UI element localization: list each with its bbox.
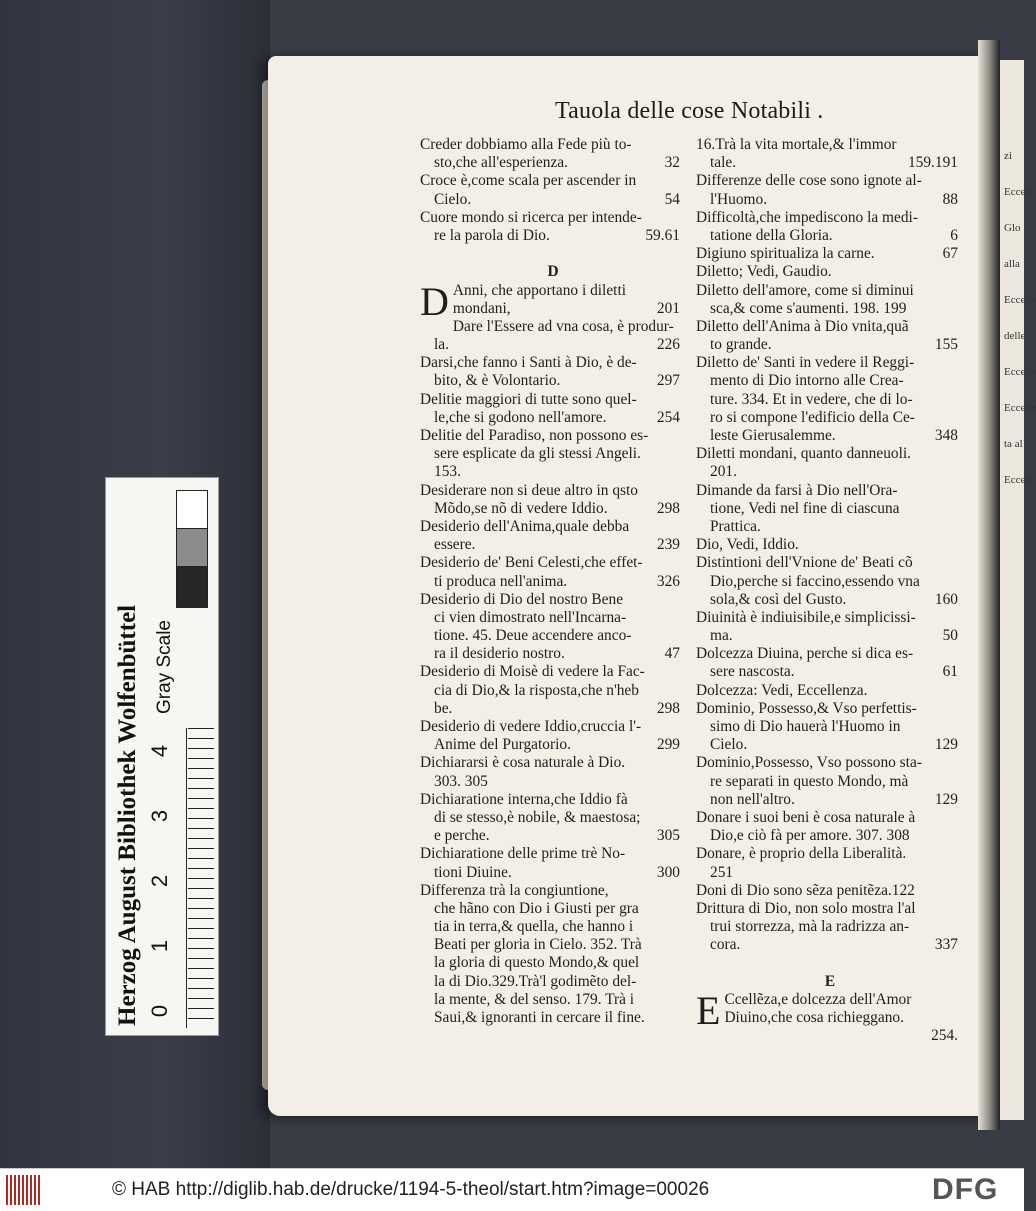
entry-text: Drittura di Dio, non solo mostra l'al — [696, 899, 916, 917]
index-entry-line — [696, 409, 964, 427]
black-swatch — [176, 566, 208, 608]
entry-text: Saui,& ignoranti in cercare il fine. — [434, 1009, 645, 1026]
adjacent-page-fragment: Eccelle — [1004, 402, 1036, 414]
page-reference: 348 — [934, 427, 958, 444]
drop-cap: E — [696, 987, 721, 1033]
index-entry-line — [696, 645, 964, 663]
institution-label: Herzog August Bibliothek Wolfenbüttel — [114, 604, 141, 1026]
index-entry-line — [696, 245, 964, 263]
index-entry-line — [420, 973, 686, 991]
entry-text: tione, Vedi nel fine di ciascuna — [710, 499, 900, 517]
entry-text: leste Gierusalemme. — [710, 427, 836, 444]
index-entry-line — [696, 936, 964, 954]
index-entry-line — [420, 500, 686, 518]
entry-text: Diuinità è indiuisibile,e simplicissi- — [696, 608, 916, 626]
page-reference: 88 — [942, 190, 958, 208]
entry-text: sca,& come s'aumenti. 198. 199 — [710, 299, 907, 317]
page-reference: 47 — [664, 645, 680, 663]
index-entry-line — [420, 354, 686, 372]
entry-text: la mente, & del senso. 179. Trà i — [434, 990, 635, 1008]
index-entry-line — [420, 227, 686, 245]
index-entry-line — [696, 227, 964, 245]
index-column-left — [420, 136, 686, 1027]
index-entry-line — [420, 154, 686, 172]
ruler-ticks — [188, 728, 214, 1028]
drop-cap: D — [420, 278, 449, 324]
index-entry-line — [420, 954, 686, 972]
index-entry-line — [420, 336, 686, 354]
index-entry-line — [696, 700, 964, 718]
entry-text: la. — [434, 336, 449, 354]
index-entry-line — [696, 482, 964, 500]
entry-text: bito, & è Volontario. — [434, 372, 561, 390]
index-entry-line — [420, 1009, 686, 1027]
page-reference: 32 — [664, 154, 680, 172]
entry-text: tatione della Gloria. — [710, 226, 833, 244]
page-reference: 201 — [656, 299, 680, 317]
index-entry-line — [696, 809, 964, 827]
dfg-logo[interactable]: DFG — [932, 1173, 999, 1206]
index-entry-line — [696, 554, 964, 572]
entry-text: Creder dobbiamo alla Fede più to- — [420, 136, 632, 153]
index-entry-line — [696, 300, 964, 318]
entry-text: mento di Dio intorno alle Crea- — [710, 372, 904, 390]
index-entry-line — [420, 918, 686, 936]
page-reference: 67 — [942, 245, 958, 263]
entry-text: Croce è,come scala per ascender in — [420, 172, 637, 190]
entry-text: trui storrezza, mà la radrizza an- — [710, 918, 910, 936]
index-entry-line — [696, 1009, 964, 1027]
entry-text: Diletto dell'amore, come si diminui — [696, 281, 914, 299]
entry-text: tale. — [710, 154, 737, 172]
index-entry-line — [420, 482, 686, 500]
scale-number: 1 — [147, 939, 172, 953]
index-entry-line — [420, 518, 686, 536]
index-entry-line — [696, 282, 964, 300]
entry-text: sere esplicate da gli stessi Angeli. — [434, 445, 641, 463]
index-entry-line — [420, 463, 686, 481]
page-reference: 160 — [934, 590, 958, 608]
white-swatch — [176, 490, 208, 530]
index-entry-line — [420, 209, 686, 227]
adjacent-page-fragment: Eccell — [1004, 186, 1032, 198]
entry-text: Desiderare non si deue altro in qsto — [420, 481, 638, 499]
entry-text: to grande. — [710, 336, 772, 354]
index-entry-line — [420, 536, 686, 554]
entry-text: cia di Dio,& la risposta,che n'heb — [434, 681, 639, 699]
index-entry-line — [420, 736, 686, 754]
index-entry-line — [696, 427, 964, 445]
entry-text: D — [547, 263, 559, 281]
entry-text: sere nascosta. — [710, 663, 795, 681]
page-reference: 159.191 — [907, 154, 958, 172]
page-reference: 129 — [934, 790, 958, 808]
index-entry-line — [696, 336, 964, 354]
entry-text: E — [824, 972, 836, 990]
page-header: Tauola delle cose Notabili . — [555, 98, 824, 124]
entry-text: Differenze delle cose sono ignote al- — [696, 172, 922, 190]
index-entry-line — [420, 409, 686, 427]
entry-text: Dio, Vedi, Iddio. — [696, 536, 799, 554]
entry-text: 16.Trà la vita mortale,& l'immor — [696, 136, 897, 153]
entry-text: sola,& così del Gusto. — [710, 590, 847, 608]
page-reference: 61 — [942, 663, 958, 681]
index-entry-line — [696, 154, 964, 172]
index-entry-line — [420, 991, 686, 1009]
entry-text: la gloria di questo Mondo,& quel — [434, 954, 640, 972]
entry-text: Desiderio de' Beni Celesti,che effet- — [420, 554, 643, 572]
entry-text: 303. 305 — [434, 772, 488, 790]
entry-text: Distintioni dell'Vnione de' Beati cõ — [696, 554, 913, 572]
index-entry-line — [696, 773, 964, 791]
scale-number: 3 — [147, 809, 172, 823]
index-entry-line — [420, 573, 686, 591]
entry-text: re separati in questo Mondo, mà — [710, 772, 909, 790]
index-entry-line — [420, 791, 686, 809]
scale-number: 2 — [147, 874, 172, 888]
entry-text: ro si compone l'edificio della Ce- — [710, 408, 915, 426]
gray-scale-label: Gray Scale — [154, 620, 175, 714]
index-entry-line — [420, 663, 686, 681]
index-entry-line — [420, 682, 686, 700]
entry-text: Donare i suoi beni è cosa naturale à — [696, 808, 916, 826]
index-entry-line — [696, 136, 964, 154]
index-entry-line — [696, 736, 964, 754]
index-entry-line — [696, 263, 964, 281]
adjacent-page-fragment: Eccelle — [1004, 366, 1036, 378]
index-entry-line — [696, 391, 964, 409]
index-entry-line — [696, 718, 964, 736]
entry-text: l'Huomo. — [710, 190, 768, 208]
index-entry-line — [420, 845, 686, 863]
entry-text: essere. — [434, 536, 476, 554]
entry-text: Ccellẽza,e dolcezza dell'Amor — [724, 990, 912, 1008]
copyright-link[interactable]: © HAB http://diglib.hab.de/drucke/1194-5-theol/start.htm?image=00026 — [112, 1179, 710, 1200]
entry-text: Desiderio dell'Anima,quale debba — [420, 517, 630, 535]
entry-text: Delitie maggiori di tutte sono quel- — [420, 390, 637, 408]
page-reference: 298 — [656, 699, 680, 717]
index-entry-line — [696, 372, 964, 390]
entry-text: Anni, che apportano i diletti — [452, 281, 626, 299]
entry-text: Diuino,che cosa richieggano. — [724, 1009, 904, 1026]
entry-text: ture. 334. Et in vedere, che di lo- — [710, 390, 913, 408]
entry-text: ra il desiderio nostro. — [434, 645, 565, 663]
index-entry-line — [420, 136, 686, 154]
entry-text: 153. — [434, 463, 461, 481]
page-reference: 300 — [656, 863, 680, 881]
page-reference: 297 — [656, 372, 680, 390]
index-entry-line — [420, 864, 686, 882]
entry-text: re la parola di Dio. — [434, 226, 550, 244]
index-entry-line — [696, 918, 964, 936]
index-entry-line — [420, 827, 686, 845]
page-reference: 239 — [656, 536, 680, 554]
entry-text: 201. — [710, 463, 737, 481]
adjacent-page-fragment: Eccelle — [1004, 294, 1036, 306]
entry-text: Donare, è proprio della Liberalità. — [696, 845, 907, 863]
index-entry-line — [420, 554, 686, 572]
entry-text: e perche. — [434, 827, 490, 845]
entry-text: Anime del Purgatorio. — [434, 736, 571, 754]
index-entry-line — [696, 463, 964, 481]
index-entry-line — [696, 882, 964, 900]
page-reference: 6 — [950, 226, 958, 244]
entry-text: mondani, — [452, 299, 511, 317]
entry-text: Dare l'Essere ad vna cosa, è produr- — [452, 317, 674, 335]
index-entry-line — [696, 172, 964, 190]
entry-text: ci vien dimostrato nell'Incarna- — [434, 608, 627, 626]
index-entry-line — [696, 536, 964, 554]
page-reference: 254. — [931, 1027, 958, 1045]
index-entry-line — [696, 791, 964, 809]
entry-text: Diletto de' Santi in vedere il Reggi- — [696, 354, 915, 372]
adjacent-page-fragment: delle — [1004, 330, 1026, 342]
page-reference: 298 — [656, 499, 680, 517]
index-entry-line — [420, 645, 686, 663]
entry-text: Differenza trà la congiuntione, — [420, 881, 609, 899]
index-entry-line — [696, 954, 964, 972]
index-entry-line — [696, 845, 964, 863]
index-entry-line — [420, 591, 686, 609]
entry-text: tione. 45. Deue accendere anco- — [434, 627, 632, 645]
index-entry-line — [420, 172, 686, 190]
adjacent-page-fragment: alla — [1004, 258, 1020, 270]
entry-text: Prattica. — [710, 517, 761, 535]
index-entry-line — [420, 445, 686, 463]
adjacent-page — [1000, 60, 1036, 1120]
entry-text: che hãno con Dio i Giusti per gra — [434, 899, 639, 917]
entry-text: Desiderio di Dio del nostro Bene — [420, 590, 624, 608]
index-entry-line — [420, 372, 686, 390]
entry-text: Diletto dell'Anima à Dio vnita,quã — [696, 317, 909, 335]
entry-text: Beati per gloria in Cielo. 352. Trà — [434, 936, 642, 954]
entry-text: Diletto; Vedi, Gaudio. — [696, 263, 832, 281]
gray-swatch — [176, 528, 208, 568]
index-entry-line — [696, 682, 964, 700]
entry-text: Dichiaratione delle prime trè No- — [420, 845, 626, 863]
index-entry-line — [696, 827, 964, 845]
index-entry-line — [420, 300, 686, 318]
footer-bar — [0, 1168, 1024, 1211]
index-entry-line — [420, 318, 686, 336]
entry-text: Desiderio di vedere Iddio,cruccia l'- — [420, 718, 642, 735]
index-entry-line — [696, 209, 964, 227]
entry-text: Cielo. — [710, 736, 748, 754]
entry-text: Mõdo,se nõ di vedere Iddio. — [434, 499, 608, 517]
index-entry-line — [420, 191, 686, 209]
adjacent-page-fragment: Glo — [1004, 222, 1021, 234]
entry-text: di se stesso,è nobile, & maestosa; — [434, 808, 641, 826]
index-entry-line — [420, 609, 686, 627]
index-column-right — [696, 136, 964, 1045]
entry-text: tioni Diuine. — [434, 863, 512, 881]
index-entry-line — [696, 445, 964, 463]
entry-text: Dichiaratione interna,che Iddio fà — [420, 790, 628, 808]
index-entry-line — [696, 573, 964, 591]
entry-text: Desiderio di Moisè di vedere la Fac- — [420, 663, 645, 681]
entry-text: Darsi,che fanno i Santi à Dio, è de- — [420, 354, 637, 372]
entry-text: ti produca nell'anima. — [434, 572, 568, 590]
page-reference: 254 — [656, 408, 680, 426]
entry-text: Digiuno spiritualiza la carne. — [696, 245, 875, 263]
index-entry-line — [696, 518, 964, 536]
entry-text: Doni di Dio sono sẽza penitẽza.122 — [696, 881, 915, 899]
entry-text: Delitie del Paradiso, non possono es- — [420, 427, 649, 444]
entry-text: Dichiararsi è cosa naturale à Dio. — [420, 754, 626, 772]
hab-logo-icon[interactable] — [6, 1175, 40, 1205]
entry-text: Dominio, Possesso,& Vso perfettis- — [696, 699, 917, 717]
book-gutter — [978, 40, 1000, 1130]
index-entry-line — [696, 864, 964, 882]
entry-text: Cielo. — [434, 190, 472, 208]
page-reference: 337 — [934, 936, 958, 954]
page-reference: 299 — [656, 736, 680, 754]
index-entry-line — [420, 718, 686, 736]
page-reference: 305 — [656, 827, 680, 845]
entry-text: 251 — [710, 863, 734, 881]
entry-text: le,che si godono nell'amore. — [434, 408, 607, 426]
ruler-baseline — [186, 728, 187, 1028]
adjacent-page-fragment: Eccell — [1004, 474, 1032, 486]
page-reference: 129 — [934, 736, 958, 754]
entry-text: Dolcezza Diuina, perche si dica es- — [696, 645, 914, 663]
index-entry-line — [420, 391, 686, 409]
entry-text: cora. — [710, 936, 741, 954]
index-entry-line — [420, 627, 686, 645]
scale-number: 4 — [147, 744, 172, 758]
index-entry-line — [420, 427, 686, 445]
index-entry-line — [420, 773, 686, 791]
entry-text: non nell'altro. — [710, 790, 795, 808]
page-reference: 54 — [664, 190, 680, 208]
entry-text: Dimande da farsi à Dio nell'Ora- — [696, 481, 898, 499]
entry-text: Dio,e ciò fà per amore. 307. 308 — [710, 827, 910, 845]
scale-numbers — [147, 728, 184, 1028]
index-entry-line — [420, 700, 686, 718]
adjacent-page-fragment: zi — [1004, 150, 1012, 162]
entry-text: tia in terra,& quella, che hanno i — [434, 918, 634, 936]
section-letter — [696, 973, 964, 991]
entry-text: be. — [434, 699, 453, 717]
index-entry-line — [696, 663, 964, 681]
index-entry-line — [696, 318, 964, 336]
entry-text: Dominio,Possesso, Vso possono sta- — [696, 754, 922, 772]
entry-text: Cuore mondo si ricerca per intende- — [420, 208, 642, 226]
entry-text: Dolcezza: Vedi, Eccellenza. — [696, 681, 868, 699]
adjacent-page-fragment: ta al — [1004, 438, 1023, 450]
index-entry-line — [696, 354, 964, 372]
index-entry-line — [696, 1027, 964, 1045]
index-entry-line — [420, 936, 686, 954]
entry-text: Difficoltà,che impediscono la medi- — [696, 208, 918, 226]
index-entry-line — [696, 591, 964, 609]
index-entry-line — [696, 754, 964, 772]
entry-text: Diletti mondani, quanto danneuoli. — [696, 445, 912, 463]
page-reference: 59.61 — [645, 226, 680, 244]
page-reference: 326 — [656, 572, 680, 590]
page-reference: 226 — [656, 336, 680, 354]
index-entry-line — [420, 882, 686, 900]
entry-text: sto,che all'esperienza. — [434, 154, 568, 172]
entry-text: simo di Dio hauerà l'Huomo in — [710, 718, 901, 735]
entry-text: Dio,perche si faccino,essendo vna — [710, 572, 920, 590]
index-entry-line — [420, 245, 686, 263]
index-entry-line — [420, 900, 686, 918]
page-reference: 50 — [942, 627, 958, 645]
index-entry-line — [420, 809, 686, 827]
index-entry-line — [420, 754, 686, 772]
index-entry-line — [696, 191, 964, 209]
entry-text: la di Dio.329.Trà'l godimẽto del- — [434, 972, 637, 990]
page-reference: 155 — [934, 336, 958, 354]
index-entry-line — [696, 627, 964, 645]
section-letter — [420, 263, 686, 281]
index-entry-line — [696, 609, 964, 627]
index-entry-line — [696, 900, 964, 918]
scale-number: 0 — [147, 1004, 172, 1018]
index-entry-line — [696, 500, 964, 518]
color-reference-ruler — [105, 477, 219, 1036]
entry-text: ma. — [710, 627, 733, 645]
